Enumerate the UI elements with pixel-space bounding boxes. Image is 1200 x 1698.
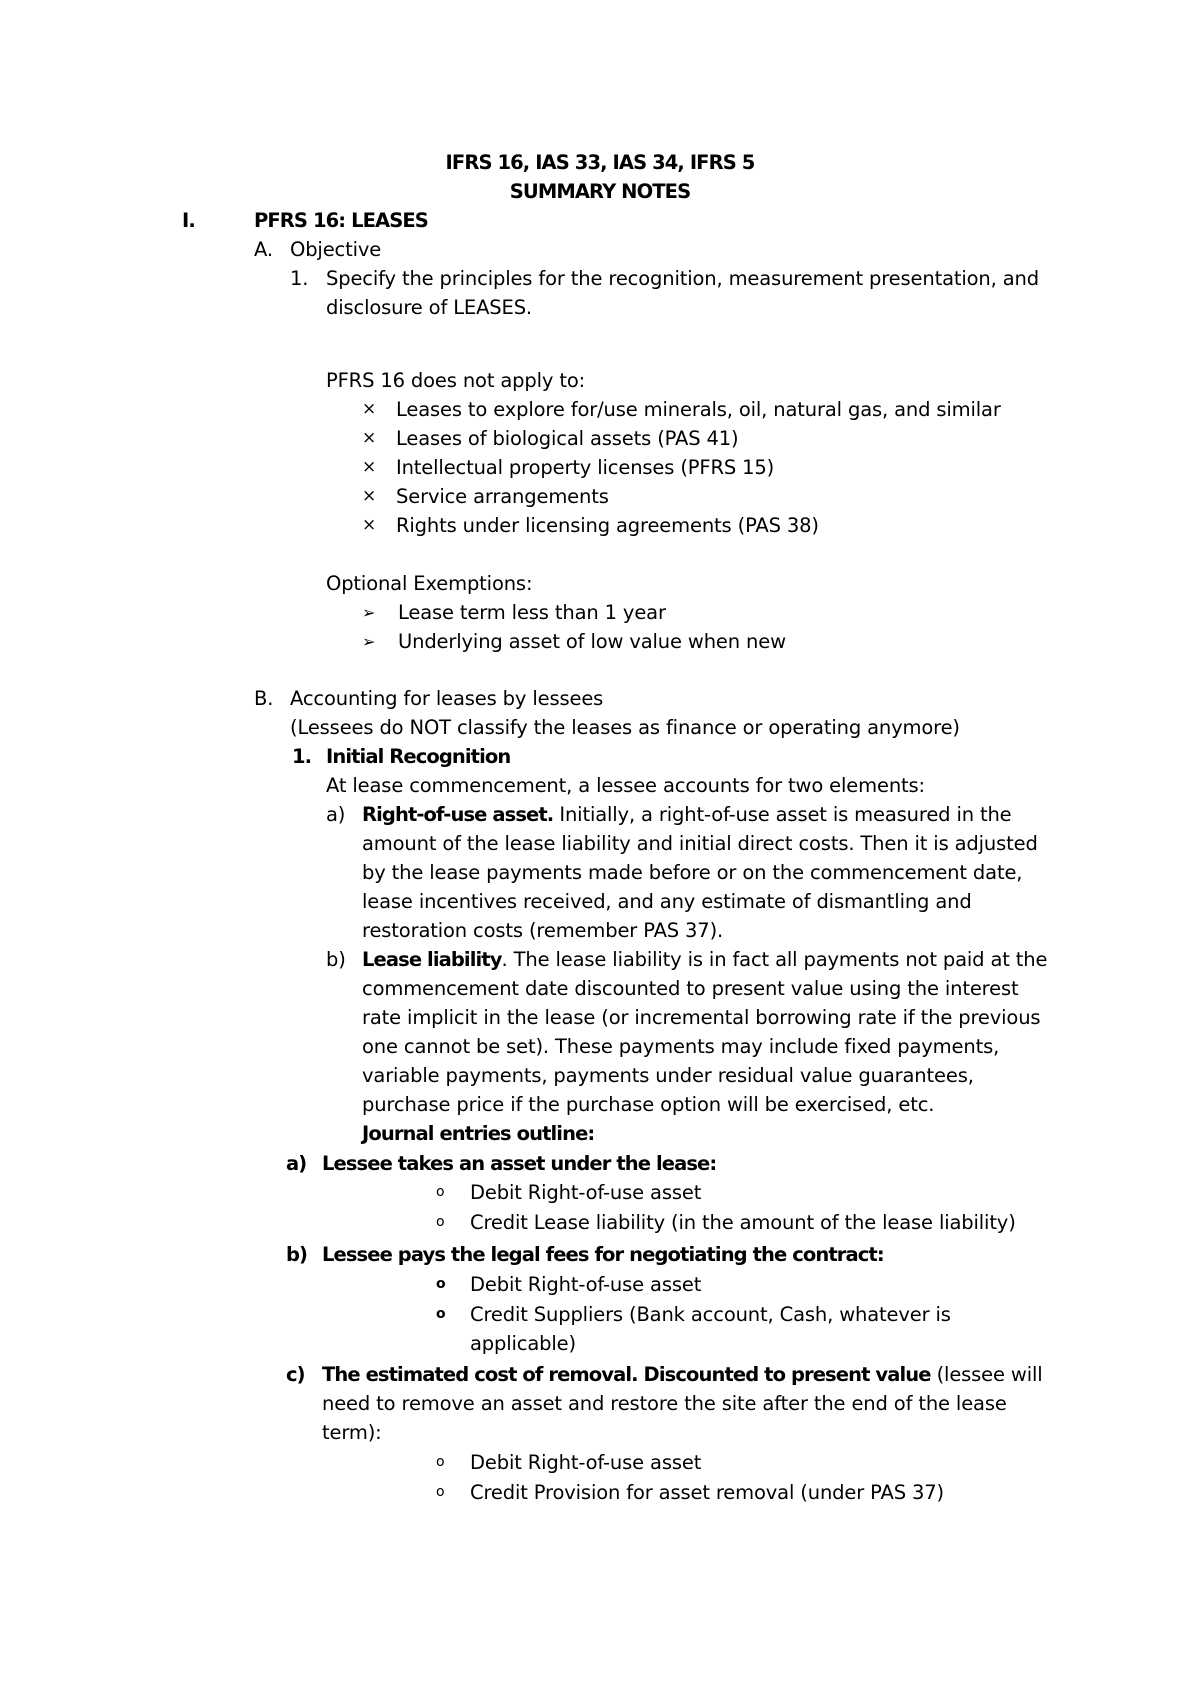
circle-bullet-icon: o <box>436 1454 445 1470</box>
journal-entry-label: a) <box>286 1152 307 1175</box>
journal-entry-continuation: need to remove an asset and restore the site after the end of the lease <box>322 1392 1007 1415</box>
not-apply-heading: PFRS 16 does not apply to: <box>326 369 586 392</box>
circle-bullet-icon: o <box>436 1306 446 1322</box>
journal-entry-label: b) <box>286 1243 308 1266</box>
section-number: I. <box>182 209 195 232</box>
lease-liability-paragraph-line: commencement date discounted to present value using the interest <box>362 977 1019 1000</box>
not-apply-item: Intellectual property licenses (PFRS 15) <box>396 456 775 479</box>
document-title: IFRS 16, IAS 33, IAS 34, IFRS 5 <box>445 151 755 174</box>
initial-recognition-number: 1. <box>292 745 312 768</box>
x-bullet-icon: × <box>362 399 377 419</box>
arrowhead-bullet-icon: ➢ <box>362 603 376 622</box>
lease-liability-paragraph-line: purchase price if the purchase option will be exercised, etc. <box>362 1093 935 1116</box>
right-of-use-paragraph-line: lease incentives received, and any estimate of dismantling and <box>362 890 972 913</box>
objective-item-number: 1. <box>290 267 309 290</box>
part-a-letter: A. <box>254 238 273 261</box>
lease-liability-paragraph-line: variable payments, payments under residual value guarantees, <box>362 1064 974 1087</box>
right-of-use-paragraph-line <box>362 800 1012 829</box>
x-bullet-icon: × <box>362 428 377 448</box>
objective-text-line: Specify the principles for the recognition, measurement presentation, and <box>326 267 1039 290</box>
part-a-title: Objective <box>290 238 382 261</box>
journal-entry-label: c) <box>286 1363 305 1386</box>
circle-bullet-icon: o <box>436 1214 445 1230</box>
journal-line-text: Debit Right-of-use asset <box>470 1451 702 1474</box>
part-b-title: Accounting for leases by lessees <box>290 687 604 710</box>
right-of-use-term: Right-of-use asset. <box>362 803 554 826</box>
circle-bullet-icon: o <box>436 1484 445 1500</box>
journal-line-text: Credit Lease liability (in the amount of the lease liability) <box>470 1211 1016 1234</box>
journal-entry-continuation: term): <box>322 1421 382 1444</box>
not-apply-item: Leases to explore for/use minerals, oil, natural gas, and similar <box>396 398 1001 421</box>
right-of-use-paragraph-line: amount of the lease liability and initial direct costs. Then it is adjusted <box>362 832 1038 855</box>
document-subtitle: SUMMARY NOTES <box>509 180 691 203</box>
lease-liability-text: . The lease liability is in fact all payments not paid at the <box>501 948 1048 971</box>
journal-line-text: Credit Provision for asset removal (under PAS 37) <box>470 1481 944 1504</box>
x-bullet-icon: × <box>362 457 377 477</box>
item-label: a) <box>326 803 346 826</box>
journal-entry-title-line <box>322 1360 1043 1389</box>
not-apply-item: Rights under licensing agreements (PAS 38) <box>396 514 819 537</box>
objective-text-line: disclosure of LEASES. <box>326 296 532 319</box>
journal-entry-title: Lessee takes an asset under the lease: <box>322 1152 717 1175</box>
x-bullet-icon: × <box>362 515 377 535</box>
right-of-use-paragraph-line: by the lease payments made before or on the commencement date, <box>362 861 1023 884</box>
not-apply-item: Leases of biological assets (PAS 41) <box>396 427 739 450</box>
exemptions-heading: Optional Exemptions: <box>326 572 533 595</box>
initial-recognition-intro: At lease commencement, a lessee accounts for two elements: <box>326 774 925 797</box>
journal-line-text: Debit Right-of-use asset <box>470 1181 702 1204</box>
section-title: PFRS 16: LEASES <box>254 209 428 232</box>
journal-line-text: Debit Right-of-use asset <box>470 1273 702 1296</box>
journal-heading: Journal entries outline: <box>362 1122 595 1145</box>
lease-liability-term: Lease liability <box>362 948 502 971</box>
exemption-item: Underlying asset of low value when new <box>398 630 786 653</box>
journal-entry-title: The estimated cost of removal. Discounted to present value <box>322 1363 931 1386</box>
exemption-item: Lease term less than 1 year <box>398 601 666 624</box>
circle-bullet-icon: o <box>436 1276 446 1292</box>
not-apply-item: Service arrangements <box>396 485 609 508</box>
lease-liability-paragraph-line <box>362 945 1047 974</box>
lease-liability-paragraph-line: one cannot be set). These payments may include fixed payments, <box>362 1035 1000 1058</box>
journal-entry-title: Lessee pays the legal fees for negotiating the contract: <box>322 1243 884 1266</box>
right-of-use-paragraph-line: restoration costs (remember PAS 37). <box>362 919 724 942</box>
item-label: b) <box>326 948 346 971</box>
x-bullet-icon: × <box>362 486 377 506</box>
journal-line-text: Credit Suppliers (Bank account, Cash, whatever is <box>470 1303 951 1326</box>
right-of-use-text: Initially, a right-of-use asset is measured in the <box>553 803 1012 826</box>
initial-recognition-title: Initial Recognition <box>326 745 511 768</box>
journal-entry-title-rest: (lessee will <box>930 1363 1043 1386</box>
part-b-note: (Lessees do NOT classify the leases as finance or operating anymore) <box>290 716 960 739</box>
part-b-letter: B. <box>254 687 274 710</box>
journal-line-text: applicable) <box>470 1332 576 1355</box>
arrowhead-bullet-icon: ➢ <box>362 632 376 651</box>
circle-bullet-icon: o <box>436 1184 445 1200</box>
lease-liability-paragraph-line: rate implicit in the lease (or incremental borrowing rate if the previous <box>362 1006 1041 1029</box>
